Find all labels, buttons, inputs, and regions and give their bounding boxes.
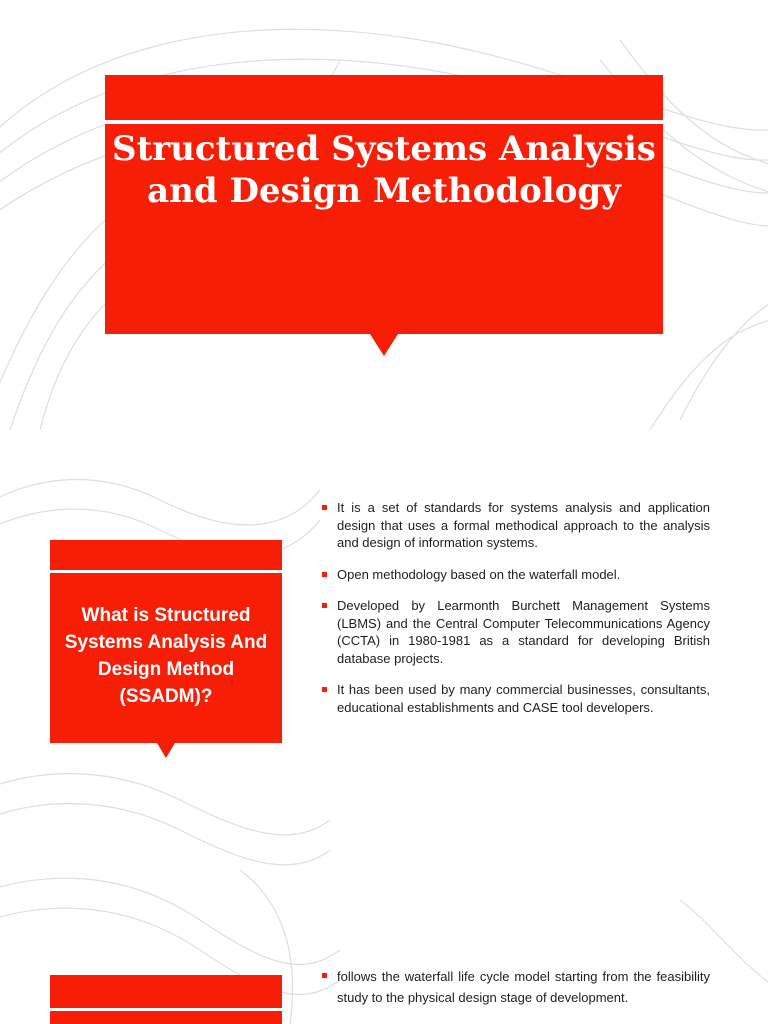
square-bullet-icon [322,572,327,577]
title-box-top-band [105,75,663,120]
square-bullet-icon [322,603,327,608]
square-bullet-icon [322,973,327,978]
bullet-item [322,566,710,584]
bullet-item [322,499,710,552]
heading-box-pointer [157,743,175,758]
title-box-pointer [370,334,398,356]
slide-title [0,0,768,430]
bullet-text: It is a set of standards for systems analysis and application design that uses a formal methodical approach to the analysis and design of information systems. [337,500,710,550]
bullet-text: follows the waterfall life cycle model starting from the feasibility study to the physical design stage of development. [337,969,710,1005]
slide-title-text: Structured Systems Analysis and Design Methodology [112,129,656,211]
heading-box-top-band [50,540,282,570]
bullet-text: Open methodology based on the waterfall model. [337,566,621,582]
bullet-text: It has been used by many commercial businesses, consultants, educational establishments and CASE tool developers. [337,682,710,715]
bullet-item [322,681,710,716]
square-bullet-icon [322,687,327,692]
bullet-list [322,966,710,1008]
bullet-text: Developed by Learmonth Burchett Management Systems (LBMS) and the Central Computer Telecommunications Agency (CCTA) in 1980-1981 as a standard for developing British database projects. [337,598,710,666]
heading-box-top-band [50,975,282,1008]
square-bullet-icon [322,505,327,510]
slide-heading-text: What is Structured Systems Analysis And Design Method (SSADM)? [64,605,268,707]
slide-definition [0,430,768,870]
slide-waterfall [0,870,768,1024]
bullet-item [322,966,710,1008]
bullet-list [322,499,710,730]
bullet-item [322,597,710,667]
heading-box [50,1011,282,1024]
